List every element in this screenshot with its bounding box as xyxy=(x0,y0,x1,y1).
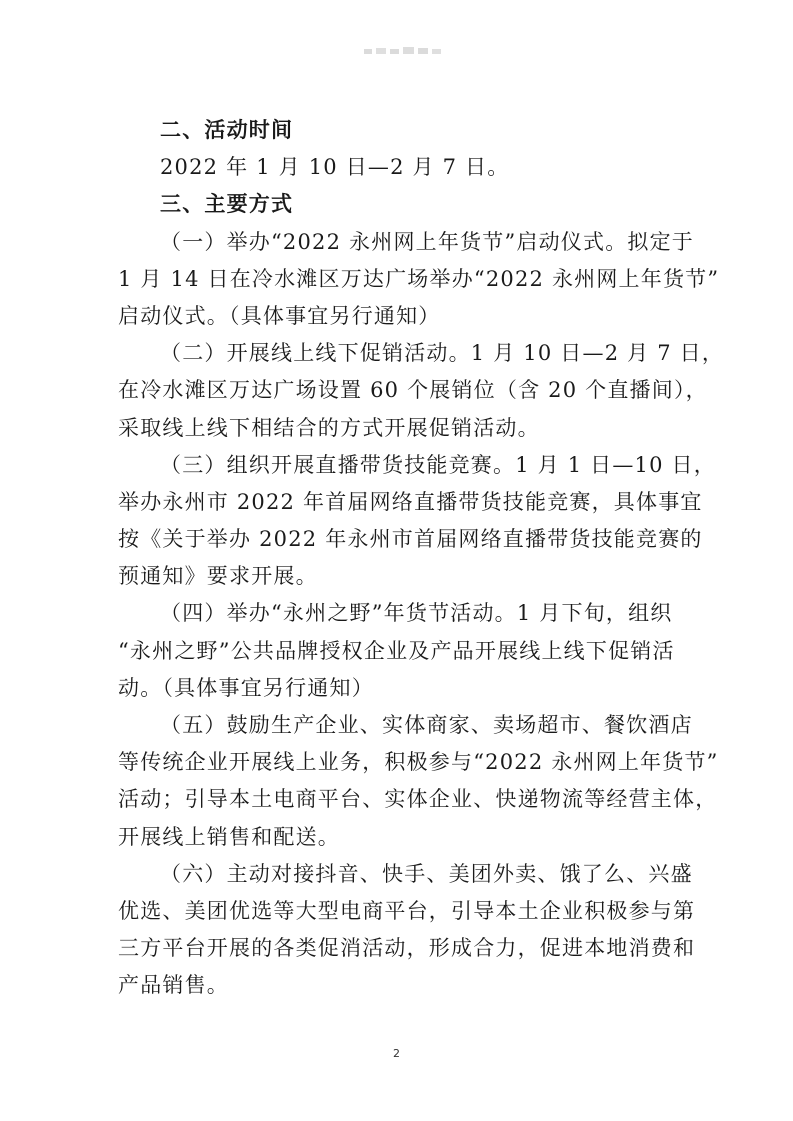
text-line: 产品销售。 xyxy=(118,973,229,998)
text-line: 采取线上线下相结合的方式开展促销活动。 xyxy=(118,415,540,440)
document-body xyxy=(118,112,725,1005)
text-line: 优选、美团优选等大型电商平台，引导本土企业积极参与第 xyxy=(118,898,696,923)
text-line: 在冷水滩区万达广场设置 60 个展销位（含 20 个直播间）， xyxy=(118,378,708,403)
text-line: 预通知》要求开展。 xyxy=(118,564,318,589)
text-line: “永州之野”公共品牌授权企业及产品开展线上线下促销活 xyxy=(118,638,675,663)
text-line: 动。（具体事宜另行通知） xyxy=(118,675,374,700)
section-heading: 二、活动时间 xyxy=(160,118,294,142)
text-line: 启动仪式。（具体事宜另行通知） xyxy=(118,303,441,328)
text-line: 举办永州市 2022 年首届网络直播带货技能竞赛，具体事宜 xyxy=(118,489,703,514)
text-line: （四）举办“永州之野”年货节活动。1 月下旬，组织 xyxy=(160,601,673,626)
text-line: （一）举办“2022 永州网上年货节”启动仪式。拟定于 xyxy=(160,229,694,254)
text-line: （二）开展线上线下促销活动。1 月 10 日—2 月 7 日， xyxy=(160,341,725,366)
text-line: 按《关于举办 2022 年永州市首届网络直播带货技能竞赛的 xyxy=(118,527,703,552)
text-line: 三方平台开展的各类促消活动，形成合力，促进本地消费和 xyxy=(118,936,696,961)
text-line: 开展线上销售和配送。 xyxy=(118,824,340,849)
faded-stamp-mark xyxy=(362,44,444,58)
text-line: （六）主动对接抖音、快手、美团外卖、饿了么、兴盛 xyxy=(160,861,693,886)
text-line: 2022 年 1 月 10 日—2 月 7 日。 xyxy=(160,155,510,180)
section-heading: 三、主要方式 xyxy=(160,192,294,217)
text-line: （五）鼓励生产企业、实体商家、卖场超市、餐饮酒店 xyxy=(160,713,693,737)
text-line: 等传统企业开展线上业务，积极参与“2022 永州网上年货节” xyxy=(118,750,719,775)
page-number: 2 xyxy=(393,1047,400,1060)
text-line: 1 月 14 日在冷水滩区万达广场举办“2022 永州网上年货节” xyxy=(118,266,720,291)
text-line: 活动；引导本土电商平台、实体企业、快递物流等经营主体， xyxy=(118,787,718,812)
text-line: （三）组织开展直播带货技能竞赛。1 月 1 日—10 日， xyxy=(160,452,716,477)
